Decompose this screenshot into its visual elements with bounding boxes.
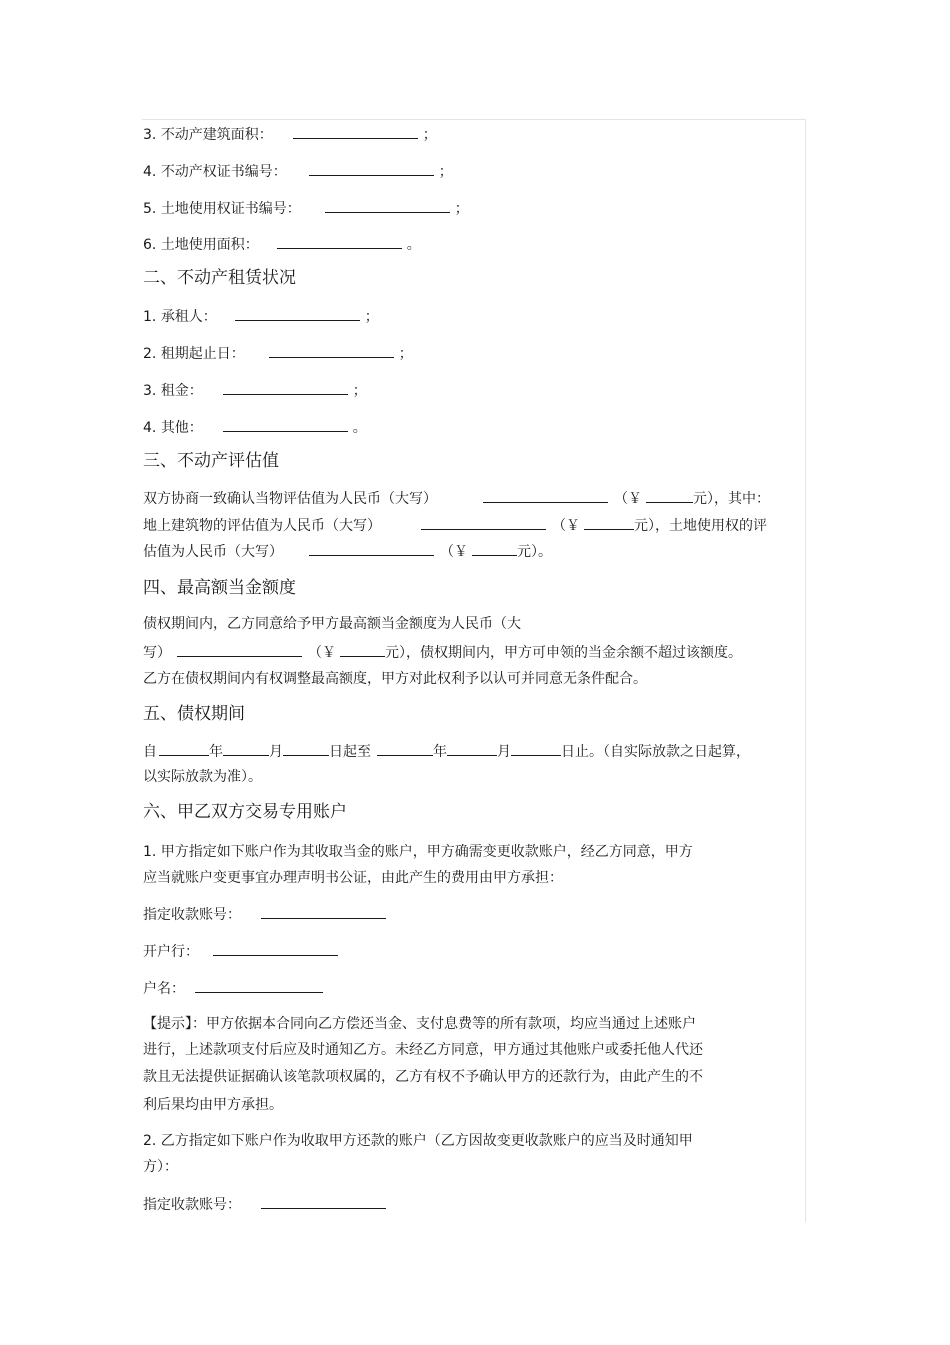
blank-field bbox=[584, 516, 634, 530]
blank-month bbox=[223, 742, 269, 756]
tip-line-2: 进行，上述款项支付后应及时通知乙方。未经乙方同意，甲方通过其他账户或委托他人代还 bbox=[143, 1042, 703, 1058]
blank-field bbox=[235, 307, 360, 321]
blank-field bbox=[261, 1195, 386, 1209]
item-land-area: 6. 土地使用面积： 。 bbox=[143, 237, 421, 253]
item-lessee: 1. 承租人： ； bbox=[143, 309, 379, 325]
item-number: 3. bbox=[143, 127, 157, 143]
blank-field bbox=[223, 418, 348, 432]
blank-field bbox=[269, 344, 394, 358]
section-heading-accounts: 六、甲乙双方交易专用账户 bbox=[143, 802, 347, 822]
blank-field bbox=[483, 489, 608, 503]
blank-field bbox=[177, 643, 302, 657]
item-label: 不动产权证书编号： bbox=[160, 164, 287, 180]
section-heading-valuation: 三、不动产评估值 bbox=[143, 451, 279, 471]
max-amount-line-2: 写） （￥ 元），债权期间内，甲方可申领的当金余额不超过该额度。 bbox=[143, 645, 742, 661]
valuation-line-1: 双方协商一致确认当物评估值为人民币（大写） （￥ 元），其中： bbox=[143, 491, 770, 507]
item-account-number: 指定收款账号： bbox=[143, 905, 386, 924]
item-land-cert-no: 5. 土地使用权证书编号： ； bbox=[143, 201, 469, 217]
section-heading-period: 五、债权期间 bbox=[143, 704, 245, 724]
period-line-1: 自 年 月 日起至 年 月 日止。（自实际放款之日起算， bbox=[143, 744, 750, 760]
item-account-holder: 户名： bbox=[143, 979, 323, 998]
blank-year bbox=[377, 742, 433, 756]
tip-line-3: 款且无法提供证据确认该笔款项权属的，乙方有权不予确认甲方的还款行为，由此产生的不 bbox=[143, 1069, 703, 1085]
item-property-cert-no: 4. 不动产权证书编号： ； bbox=[143, 164, 453, 180]
blank-field bbox=[195, 979, 323, 993]
section-heading-max-amount: 四、最高额当金额度 bbox=[143, 578, 296, 598]
accounts-para2-line-2: 方）： bbox=[143, 1159, 178, 1175]
blank-field bbox=[340, 643, 385, 657]
item-rent: 3. 租金： ； bbox=[143, 383, 367, 399]
max-amount-line-1: 债权期间内，乙方同意给予甲方最高额当金额度为人民币（大 bbox=[143, 616, 521, 632]
accounts-para1-line-2: 应当就账户变更事宜办理声明书公证，由此产生的费用由甲方承担： bbox=[143, 870, 563, 886]
item-label: 不动产建筑面积： bbox=[160, 127, 273, 143]
blank-field bbox=[223, 381, 348, 395]
blank-day bbox=[511, 742, 561, 756]
item-other: 4. 其他： 。 bbox=[143, 420, 367, 436]
tip-line-1: 【提示】：甲方依据本合同向乙方偿还当金、支付息费等的所有款项，均应当通过上述账户 bbox=[143, 1016, 696, 1032]
blank-field bbox=[325, 199, 450, 213]
blank-field bbox=[293, 125, 418, 139]
item-account-number-2: 指定收款账号： bbox=[143, 1195, 386, 1214]
blank-field bbox=[277, 235, 402, 249]
accounts-para2-line-1: 2. 乙方指定如下账户作为收取甲方还款的账户（乙方因故变更收款账户的应当及时通知甲 bbox=[143, 1133, 693, 1149]
period-line-2: 以实际放款为准）。 bbox=[143, 769, 262, 785]
blank-year bbox=[159, 742, 209, 756]
blank-field bbox=[421, 516, 546, 530]
blank-field bbox=[261, 905, 386, 919]
accounts-para1-line-1: 1. 甲方指定如下账户作为其收取当金的账户，甲方确需变更收款账户，经乙方同意，甲方 bbox=[143, 844, 693, 860]
blank-field bbox=[309, 542, 434, 556]
blank-field bbox=[309, 162, 434, 176]
valuation-line-2: 地上建筑物的评估值为人民币（大写） （￥ 元），土地使用权的评 bbox=[143, 518, 767, 534]
blank-field bbox=[646, 489, 693, 503]
item-bank: 开户行： bbox=[143, 942, 338, 961]
item-label: 土地使用面积： bbox=[160, 237, 259, 253]
blank-field bbox=[213, 942, 338, 956]
item-number: 6. bbox=[143, 237, 157, 253]
blank-field bbox=[472, 542, 517, 556]
item-number: 4. bbox=[143, 164, 157, 180]
max-amount-line-3: 乙方在债权期间内有权调整最高额度，甲方对此权利予以认可并同意无条件配合。 bbox=[143, 671, 647, 687]
section-heading-lease: 二、不动产租赁状况 bbox=[143, 268, 296, 288]
item-building-area: 3. 不动产建筑面积： ； bbox=[143, 127, 437, 143]
item-lease-term: 2. 租期起止日： ； bbox=[143, 346, 413, 362]
valuation-line-3: 估值为人民币（大写） （￥ 元）。 bbox=[143, 544, 552, 560]
blank-month bbox=[447, 742, 497, 756]
tip-line-4: 利后果均由甲方承担。 bbox=[143, 1097, 283, 1113]
item-number: 5. bbox=[143, 201, 157, 217]
blank-day bbox=[283, 742, 329, 756]
item-label: 土地使用权证书编号： bbox=[160, 201, 301, 217]
